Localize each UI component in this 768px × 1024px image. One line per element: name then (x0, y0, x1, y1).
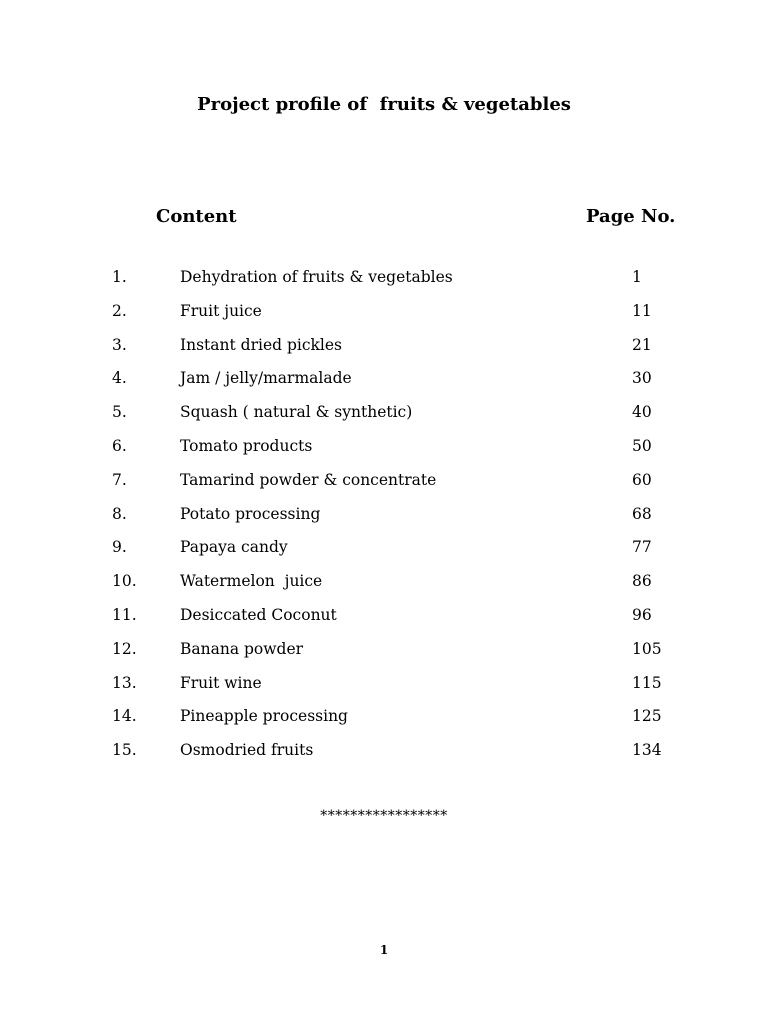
toc-row (0, 707, 768, 741)
toc-title: Tomato products (180, 436, 313, 455)
toc-number: 8. (112, 504, 127, 523)
toc-page: 86 (632, 572, 652, 591)
toc-row (0, 302, 768, 336)
toc-row (0, 336, 768, 370)
toc-number: 3. (112, 335, 127, 354)
toc-page: 77 (632, 538, 652, 557)
toc-number: 12. (112, 639, 137, 658)
toc-title: Desiccated Coconut (180, 605, 337, 624)
toc-row (0, 538, 768, 572)
toc-title: Fruit juice (180, 301, 262, 320)
toc-number: 15. (112, 741, 137, 760)
content-heading: Content (156, 206, 237, 227)
toc-page: 50 (632, 436, 652, 455)
page-number-heading: Page No. (586, 206, 676, 227)
toc-number: 5. (112, 403, 127, 422)
toc-row (0, 369, 768, 403)
toc-row (0, 741, 768, 775)
toc-number: 10. (112, 572, 137, 591)
toc-number: 1. (112, 268, 127, 286)
toc-title: Jam / jelly/marmalade (180, 369, 352, 388)
toc-title: Fruit wine (180, 673, 262, 692)
toc-number: 9. (112, 538, 127, 557)
toc-row (0, 640, 768, 674)
toc-page: 134 (632, 741, 662, 760)
toc-number: 13. (112, 673, 137, 692)
toc-page: 115 (632, 673, 662, 692)
toc-title: Watermelon juice (180, 572, 323, 591)
toc-page: 11 (632, 301, 652, 320)
toc-page: 21 (632, 335, 652, 354)
toc-number: 6. (112, 436, 127, 455)
toc-row (0, 403, 768, 437)
toc-page: 68 (632, 504, 652, 523)
table-of-contents (0, 268, 768, 775)
toc-row (0, 674, 768, 708)
toc-number: 2. (112, 301, 127, 320)
toc-title: Pineapple processing (180, 707, 348, 726)
separator-stars: ***************** (320, 808, 448, 824)
toc-page: 60 (632, 470, 652, 489)
toc-number: 4. (112, 369, 127, 388)
toc-row (0, 268, 768, 302)
toc-page: 40 (632, 403, 652, 422)
toc-title: Papaya candy (180, 538, 288, 557)
toc-page: 96 (632, 605, 652, 624)
toc-number: 7. (112, 470, 127, 489)
toc-title: Banana powder (180, 639, 304, 658)
toc-title: Potato processing (180, 504, 321, 523)
toc-row (0, 471, 768, 505)
toc-page: 1 (632, 268, 642, 286)
page-number-footer: 1 (379, 943, 389, 957)
document-title: Project profile of fruits & vegetables (197, 94, 571, 115)
toc-title: Dehydration of fruits & vegetables (180, 268, 453, 286)
toc-row (0, 606, 768, 640)
toc-title: Tamarind powder & concentrate (180, 470, 437, 489)
toc-page: 105 (632, 639, 662, 658)
toc-number: 14. (112, 707, 137, 726)
toc-row (0, 505, 768, 539)
toc-title: Osmodried fruits (180, 741, 314, 760)
toc-row (0, 437, 768, 471)
toc-row (0, 572, 768, 606)
toc-title: Squash ( natural & synthetic) (180, 403, 413, 422)
toc-number: 11. (112, 605, 137, 624)
toc-page: 125 (632, 707, 662, 726)
toc-page: 30 (632, 369, 652, 388)
toc-title: Instant dried pickles (180, 335, 343, 354)
